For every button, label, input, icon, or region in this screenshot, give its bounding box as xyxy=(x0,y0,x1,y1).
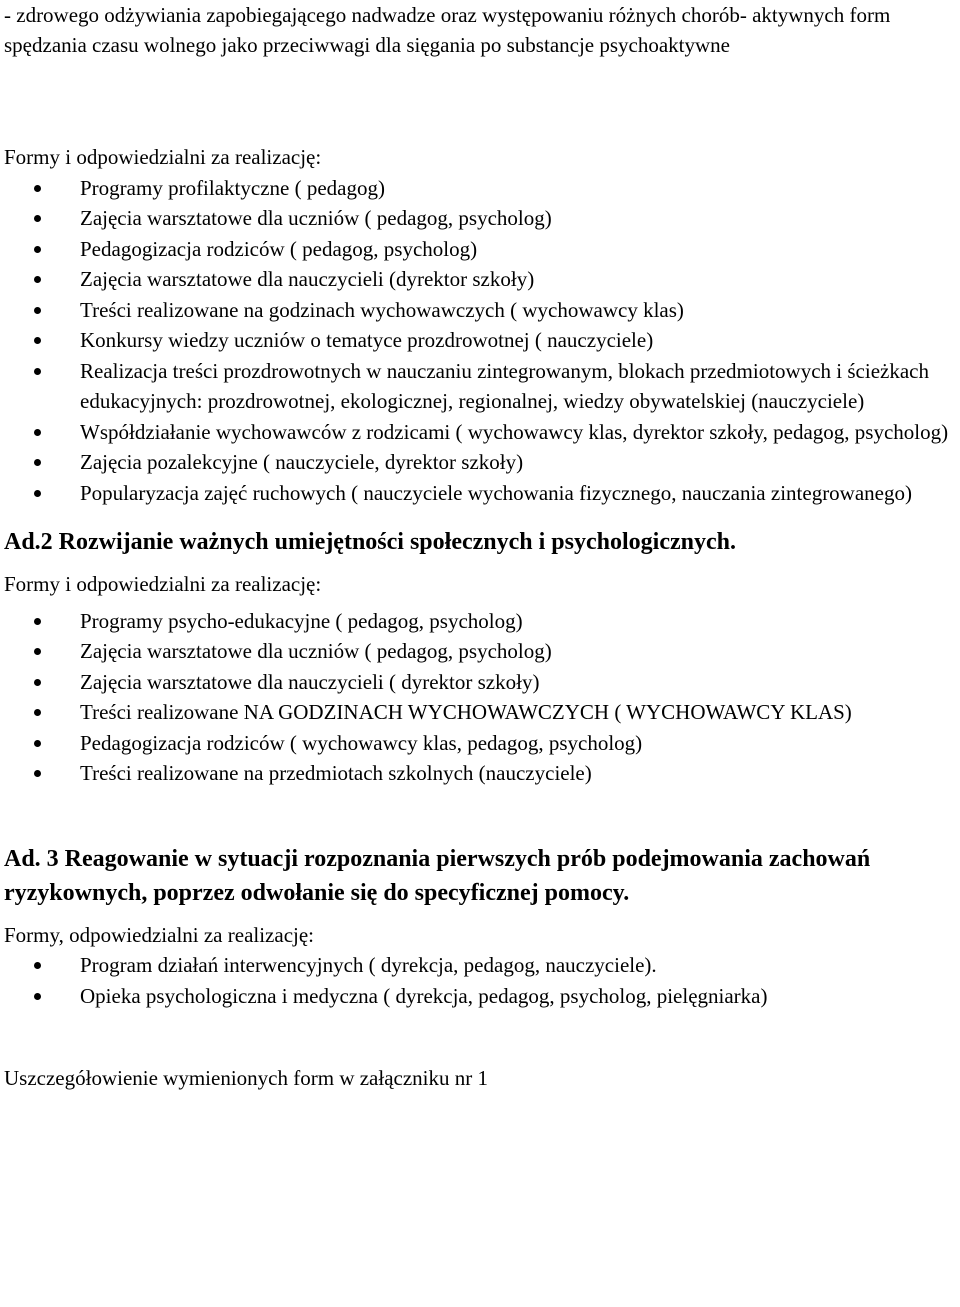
bullet-icon xyxy=(34,246,41,253)
bullet-icon xyxy=(34,618,41,625)
list-item xyxy=(4,264,956,295)
section-3 xyxy=(4,842,956,1012)
section-2 xyxy=(4,525,956,789)
bullet-icon xyxy=(34,337,41,344)
list-item-text: Zajęcia warsztatowe dla nauczycieli (dyrektor szkoły) xyxy=(80,267,535,291)
list-item xyxy=(4,356,956,417)
list-item-text: Zajęcia warsztatowe dla nauczycieli ( dyrektor szkoły) xyxy=(80,669,540,694)
bullet-icon xyxy=(34,962,41,969)
list-item-text: Programy psycho-edukacyjne ( pedagog, psycholog) xyxy=(80,608,523,633)
list-item xyxy=(4,173,956,204)
bullet-icon xyxy=(34,215,41,222)
bullet-icon xyxy=(34,429,41,436)
section-3-label: Formy, odpowiedzialni za realizację: xyxy=(4,922,315,947)
list-item xyxy=(4,417,956,448)
section-2-list xyxy=(4,606,956,789)
section-1 xyxy=(4,142,956,508)
list-item xyxy=(4,758,956,789)
list-item-text: Zajęcia pozalekcyjne ( nauczyciele, dyrektor szkoły) xyxy=(80,450,524,474)
list-item xyxy=(4,697,956,728)
bullet-icon xyxy=(34,459,41,466)
section-1-list xyxy=(4,173,956,509)
list-item-text: Program działań interwencyjnych ( dyrekcja, pedagog, nauczyciele). xyxy=(80,953,657,977)
section-3-list xyxy=(4,950,956,1011)
document-page xyxy=(4,0,956,1094)
list-item xyxy=(4,325,956,356)
bullet-icon xyxy=(34,185,41,192)
list-item xyxy=(4,981,956,1012)
list-item xyxy=(4,636,956,667)
bullet-icon xyxy=(34,276,41,283)
bullet-icon xyxy=(34,709,41,716)
bullet-icon xyxy=(34,679,41,686)
list-item-text: Opieka psychologiczna i medyczna ( dyrekcja, pedagog, psycholog, pielęgniarka) xyxy=(80,983,768,1008)
list-item xyxy=(4,606,956,637)
list-item-text: Konkursy wiedzy uczniów o tematyce prozdrowotnej ( nauczyciele) xyxy=(80,328,654,352)
bullet-icon xyxy=(34,307,41,314)
bullet-icon xyxy=(34,490,41,497)
section-3-heading: Ad. 3 Reagowanie w sytuacji rozpoznania pierwszych prób podejmowania zachowań ryzykownych, poprzez odwołanie się do specyficznej pomocy. xyxy=(4,845,871,906)
list-item-text: Pedagogizacja rodziców ( pedagog, psycholog) xyxy=(80,236,478,261)
list-item-text: Programy profilaktyczne ( pedagog) xyxy=(80,175,385,200)
list-item xyxy=(4,950,956,981)
list-item-text: Treści realizowane na przedmiotach szkolnych (nauczyciele) xyxy=(80,761,592,785)
bullet-icon xyxy=(34,770,41,777)
section-1-label: Formy i odpowiedzialni za realizację: xyxy=(4,145,322,169)
bullet-icon xyxy=(34,368,41,375)
section-2-label: Formy i odpowiedzialni za realizację: xyxy=(4,572,322,596)
list-item-text: Treści realizowane na godzinach wychowawczych ( wychowawcy klas) xyxy=(80,297,684,322)
list-item xyxy=(4,203,956,234)
list-item-text: Zajęcia warsztatowe dla uczniów ( pedagog, psycholog) xyxy=(80,639,552,663)
list-item-text: Zajęcia warsztatowe dla uczniów ( pedagog, psycholog) xyxy=(80,206,552,230)
bullet-icon xyxy=(34,993,41,1000)
bullet-icon xyxy=(34,648,41,655)
footer-note: Uszczegółowienie wymienionych form w załączniku nr 1 xyxy=(4,1066,488,1090)
intro-paragraph: - zdrowego odżywiania zapobiegającego nadwadze oraz występowaniu różnych chorób- aktywnych form spędzania czasu wolnego jako przeciwwagi dla sięgania po substancje psychoaktywne xyxy=(4,3,891,57)
list-item-text: Realizacja treści prozdrowotnych w nauczaniu zintegrowanym, blokach przedmiotowych i ścieżkach edukacyjnych: prozdrowotnej, ekologicznej, regionalnej, wiedzy obywatelskiej (nauczyciele) xyxy=(80,358,929,413)
section-2-heading: Ad.2 Rozwijanie ważnych umiejętności społecznych i psychologicznych. xyxy=(4,529,736,555)
list-item-text: Współdziałanie wychowawców z rodzicami ( wychowawcy klas, dyrektor szkoły, pedagog, psycholog) xyxy=(80,419,949,444)
list-item xyxy=(4,234,956,265)
list-item-text: Treści realizowane NA GODZINACH WYCHOWAWCZYCH ( WYCHOWAWCY KLAS) xyxy=(80,700,852,724)
list-item-text: Popularyzacja zajęć ruchowych ( nauczyciele wychowania fizycznego, nauczania zintegrowanego) xyxy=(80,480,912,505)
list-item-text: Pedagogizacja rodziców ( wychowawcy klas, pedagog, psycholog) xyxy=(80,730,643,755)
list-item xyxy=(4,295,956,326)
list-item xyxy=(4,478,956,509)
list-item xyxy=(4,447,956,478)
bullet-icon xyxy=(34,740,41,747)
list-item xyxy=(4,728,956,759)
list-item xyxy=(4,667,956,698)
